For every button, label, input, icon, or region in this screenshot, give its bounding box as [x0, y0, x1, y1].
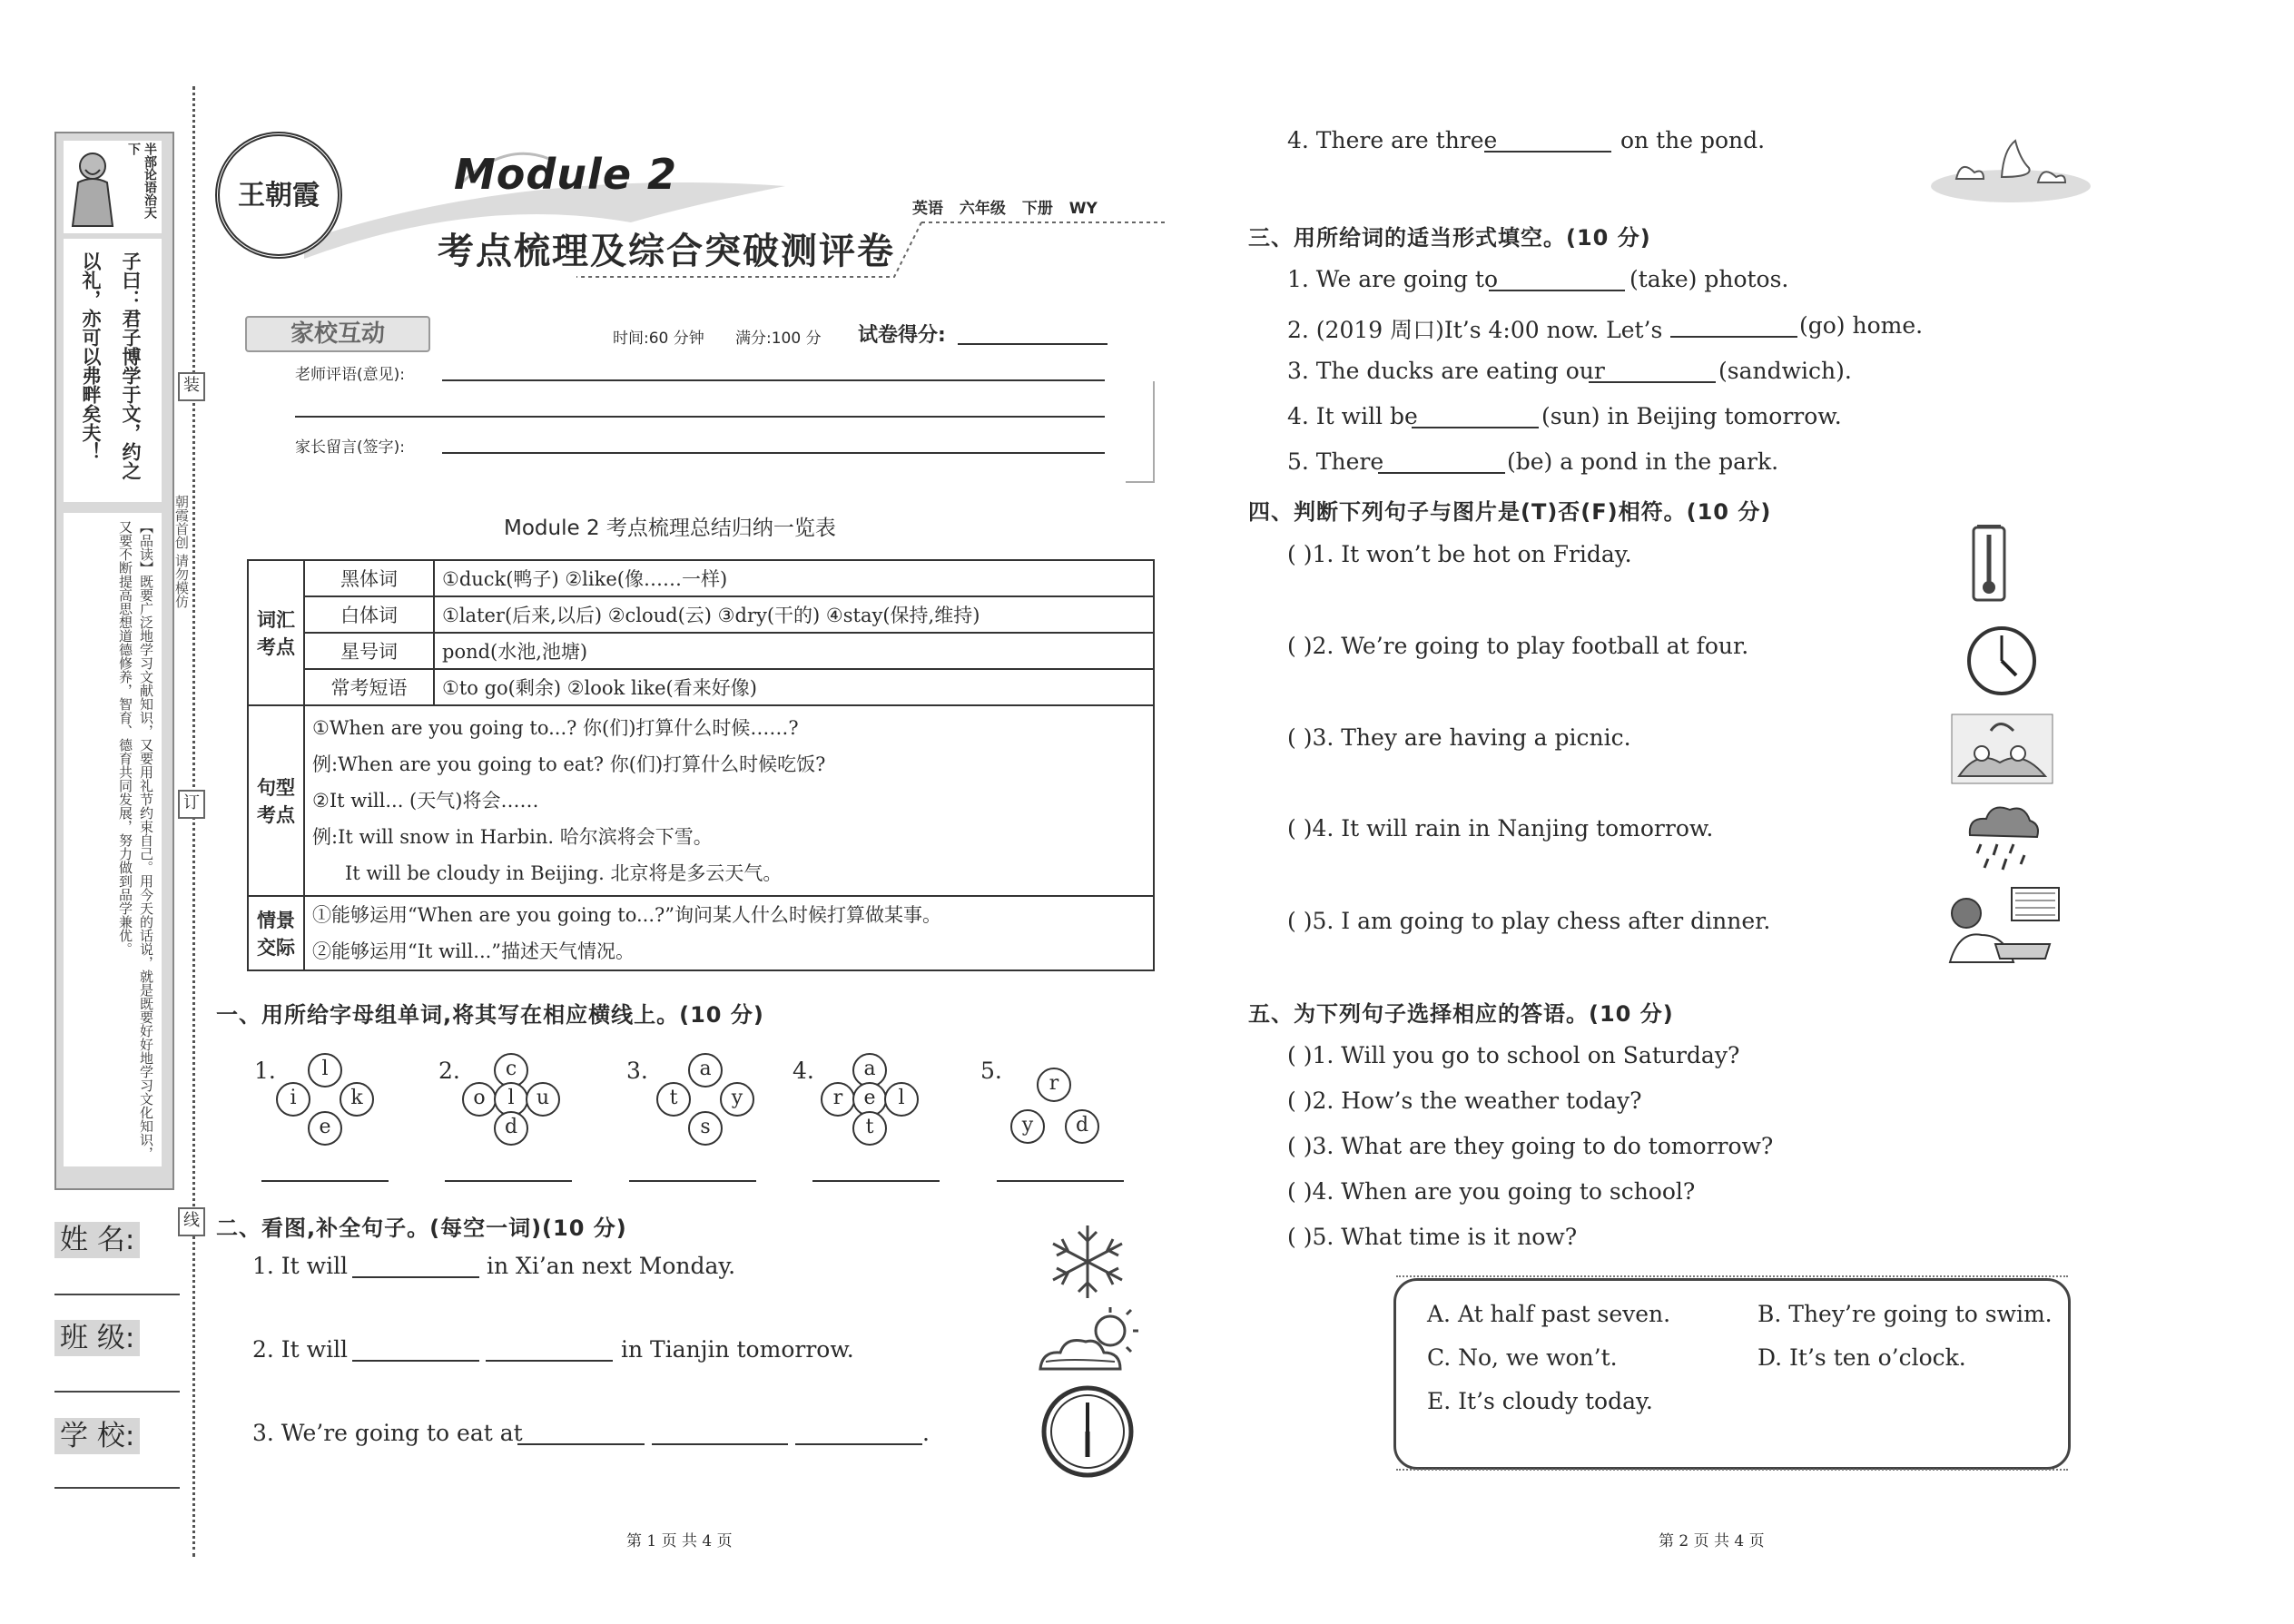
score-info: 满分:100 分 [735, 330, 822, 348]
letter-circle: l [494, 1082, 528, 1117]
situation-line: ①能够运用“When are you going to...?”询问某人什么时候打算做某事。 [312, 904, 942, 926]
score-blank[interactable] [958, 343, 1108, 345]
class-label: 班 级: [54, 1320, 140, 1356]
quote-box [64, 239, 162, 502]
clock-icon [1040, 1384, 1135, 1479]
section3-q2-end: (go) home. [1799, 312, 1924, 339]
home-school-badge: 家校互动 [245, 316, 430, 352]
left-strip [54, 132, 174, 1190]
section2-q3-start: 3. We’re going to eat at [252, 1420, 523, 1446]
letter-circle: l [308, 1053, 342, 1088]
situation-group-label: 情景交际 [248, 896, 304, 970]
sentence-line: It will be cloudy in Beijing. 北京将是多云天气。 [345, 862, 783, 884]
ducks-on-pond-icon [1929, 123, 2092, 204]
score-label: 试卷得分: [858, 324, 946, 347]
module-title: Module 2 [454, 150, 678, 199]
answer-blank[interactable] [445, 1180, 572, 1182]
situation-content [304, 896, 1154, 970]
matching-item: ( )5. What time is it now? [1287, 1224, 1578, 1250]
matching-item: ( )4. When are you going to school? [1287, 1178, 1696, 1205]
option-d: D. It’s ten o’clock. [1757, 1344, 1966, 1371]
letter-circle: a [688, 1053, 723, 1088]
situation-line: ②能够运用“It will...”描述天气情况。 [312, 940, 635, 962]
confucius-icon [65, 143, 120, 230]
binding-line [192, 86, 195, 1557]
answer-blank[interactable] [629, 1180, 756, 1182]
answer-blank[interactable] [1484, 151, 1611, 153]
pindu-text: 【品读】既要广泛地学习文献知识，又要用礼节约束自己。用今天的话说，就是既要好好地学习文化知识，又要不断提高思想道德修养，智育、德育共同发展，努力做到品学兼优。 [117, 520, 154, 1160]
q4-start: 4. There are three [1287, 127, 1498, 153]
options-box-ornament [1396, 1469, 2068, 1471]
teacher-comment-line-2[interactable] [295, 416, 1105, 418]
item-number: 2. [438, 1058, 460, 1084]
section1-heading: 一、用所给字母组单词,将其写在相应横线上。(10 分) [216, 1002, 764, 1028]
school-line[interactable] [54, 1487, 180, 1489]
class-field [54, 1314, 140, 1355]
letter-circle: t [852, 1111, 887, 1146]
rain-cloud-icon [1961, 799, 2043, 873]
teacher-comment-line-1[interactable] [442, 379, 1105, 381]
letter-circle: t [656, 1082, 691, 1117]
name-field [54, 1216, 140, 1257]
chess-icon [1941, 881, 2063, 964]
parent-comment-label: 家长留言(签字): [295, 438, 405, 457]
page-footer-right: 第 2 页 共 4 页 [1659, 1532, 1765, 1550]
letter-circle: u [526, 1082, 560, 1117]
section2-q3-end: . [922, 1420, 930, 1446]
corner-frame [1126, 381, 1155, 483]
school-label: 学 校: [54, 1418, 140, 1454]
section3-q4-end: (sun) in Beijing tomorrow. [1541, 403, 1842, 429]
letter-circle: r [1037, 1068, 1071, 1102]
logo [215, 132, 342, 259]
option-b: B. They’re going to swim. [1757, 1301, 2053, 1327]
class-line[interactable] [54, 1391, 180, 1393]
vocab-row-label: 常考短语 [304, 669, 434, 705]
answer-blank[interactable] [486, 1360, 613, 1362]
section3-q4-start: 4. It will be [1287, 403, 1418, 429]
answer-blank[interactable] [812, 1180, 940, 1182]
letter-circle: i [276, 1082, 310, 1117]
section3-q3-start: 3. The ducks are eating our [1287, 358, 1605, 384]
answer-blank[interactable] [1378, 472, 1505, 474]
vocab-row-content: pond(水池,池塘) [434, 633, 1154, 669]
option-a: A. At half past seven. [1427, 1301, 1671, 1327]
pindu-box [64, 513, 162, 1166]
vocab-group-label: 词汇考点 [248, 560, 304, 705]
answer-blank[interactable] [517, 1443, 645, 1445]
section4-heading: 四、判断下列句子与图片是(T)否(F)相符。(10 分) [1248, 499, 1772, 525]
answer-blank[interactable] [1589, 381, 1716, 383]
item-number: 1. [254, 1058, 276, 1084]
vocab-row-label: 星号词 [304, 633, 434, 669]
letter-circle: d [494, 1111, 528, 1146]
answer-blank[interactable] [352, 1276, 479, 1278]
vocab-row-content: ①to go(剩余) ②look like(看来好像) [434, 669, 1154, 705]
section2-heading: 二、看图,补全句子。(每空一词)(10 分) [216, 1216, 627, 1241]
letter-circle: o [462, 1082, 497, 1117]
option-e: E. It’s cloudy today. [1427, 1388, 1653, 1414]
matching-item: ( )2. How’s the weather today? [1287, 1088, 1642, 1114]
tf-item: ( )3. They are having a picnic. [1287, 724, 1631, 751]
answer-blank[interactable] [1489, 290, 1625, 291]
option-c: C. No, we won’t. [1427, 1344, 1618, 1371]
vocab-row-label: 黑体词 [304, 560, 434, 596]
school-field [54, 1412, 140, 1453]
sentence-line: ①When are you going to...? 你(们)打算什么时候……? [312, 717, 799, 739]
section2-q2-end: in Tianjin tomorrow. [621, 1336, 854, 1363]
logo-text: 王朝霞 [238, 180, 320, 212]
letter-circle: y [1010, 1109, 1045, 1144]
vocab-row-content: ①later(后来,以后) ②cloud(云) ③dry(干的) ④stay(保持,维持) [434, 596, 1154, 633]
test-title: 考点梳理及综合突破测评卷 [438, 231, 895, 272]
letter-circle: k [340, 1082, 374, 1117]
options-box-ornament [1396, 1275, 2068, 1277]
section3-q5-end: (be) a pond in the park. [1507, 448, 1779, 475]
options-box [1393, 1278, 2071, 1470]
teacher-comment-label: 老师评语(意见): [295, 366, 405, 384]
summary-title: Module 2 考点梳理总结归纳一览表 [504, 517, 836, 540]
sentence-group-label: 句型考点 [248, 705, 304, 896]
sun-cloud-icon [1033, 1305, 1142, 1378]
tf-item: ( )4. It will rain in Nanjing tomorrow. [1287, 815, 1714, 842]
summary-table [247, 559, 1155, 971]
tf-item: ( )1. It won’t be hot on Friday. [1287, 541, 1632, 567]
section3-q2-start: 2. (2019 周口)It’s 4:00 now. Let’s [1287, 317, 1663, 343]
answer-blank[interactable] [261, 1180, 389, 1182]
letter-circle: d [1065, 1109, 1099, 1144]
letter-circle: a [852, 1053, 887, 1088]
item-number: 5. [980, 1058, 1002, 1084]
mini-title: 半部论语治天下 [126, 143, 157, 219]
item-number: 4. [793, 1058, 814, 1084]
side-note: 朝霞首创 请勿模仿 [173, 495, 190, 608]
sentence-line: ②It will... (天气)将会…… [312, 790, 539, 812]
binding-tag-1: 装 [178, 372, 205, 401]
header-swoosh [204, 123, 1176, 313]
section2-q1-start: 1. It will [252, 1253, 349, 1279]
clock-icon [1965, 625, 2038, 697]
vocab-row-label: 白体词 [304, 596, 434, 633]
section3-q1-start: 1. We are going to [1287, 266, 1498, 292]
section3-heading: 三、用所给词的适当形式填空。(10 分) [1248, 225, 1651, 251]
section3-q3-end: (sandwich). [1718, 358, 1852, 384]
letter-circle: y [720, 1082, 754, 1117]
answer-blank[interactable] [1670, 336, 1797, 338]
tf-item: ( )2. We’re going to play football at four. [1287, 633, 1749, 659]
quote-text: 子曰：君子博学于文，约之以礼，亦可以弗畔矣夫！ [80, 251, 142, 480]
vocab-row-content: ①duck(鸭子) ②like(像……一样) [434, 560, 1154, 596]
name-line[interactable] [54, 1294, 180, 1295]
matching-item: ( )3. What are they going to do tomorrow? [1287, 1133, 1774, 1159]
picnic-icon [1950, 713, 2054, 785]
matching-item: ( )1. Will you go to school on Saturday? [1287, 1042, 1740, 1068]
letter-circle: c [494, 1053, 528, 1088]
snowflake-icon [1042, 1221, 1133, 1303]
letter-circle: l [884, 1082, 919, 1117]
sentence-line: 例:When are you going to eat? 你(们)打算什么时候吃饭? [312, 753, 826, 775]
item-number: 3. [626, 1058, 648, 1084]
answer-blank[interactable] [795, 1443, 922, 1445]
letter-circle: e [852, 1082, 887, 1117]
time-info: 时间:60 分钟 [613, 330, 704, 348]
name-label: 姓 名: [54, 1222, 140, 1258]
letter-circle: r [821, 1082, 855, 1117]
binding-tag-2: 订 [178, 790, 205, 819]
section2-q2-start: 2. It will [252, 1336, 349, 1363]
section5-heading: 五、为下列句子选择相应的答语。(10 分) [1248, 1001, 1674, 1027]
thermometer-icon [1968, 522, 2010, 604]
confucius-banner [64, 141, 162, 233]
answer-blank[interactable] [1412, 427, 1539, 428]
answer-blank[interactable] [352, 1360, 479, 1362]
sentence-line: 例:It will snow in Harbin. 哈尔滨将会下雪。 [312, 826, 713, 848]
sentence-content [304, 705, 1154, 896]
q4-end: on the pond. [1620, 127, 1766, 153]
letter-circle: e [308, 1111, 342, 1146]
parent-comment-line[interactable] [442, 452, 1105, 454]
section3-q5-start: 5. There [1287, 448, 1384, 475]
answer-blank[interactable] [997, 1180, 1124, 1182]
answer-blank[interactable] [652, 1443, 788, 1445]
section2-q1-end: in Xi’an next Monday. [487, 1253, 736, 1279]
section3-q1-end: (take) photos. [1629, 266, 1789, 292]
meta-info: 英语 六年级 下册 WY [912, 200, 1098, 218]
page-footer-left: 第 1 页 共 4 页 [626, 1532, 733, 1550]
binding-tag-3: 线 [178, 1207, 205, 1236]
letter-circle: s [688, 1111, 723, 1146]
tf-item: ( )5. I am going to play chess after dinner. [1287, 908, 1771, 934]
